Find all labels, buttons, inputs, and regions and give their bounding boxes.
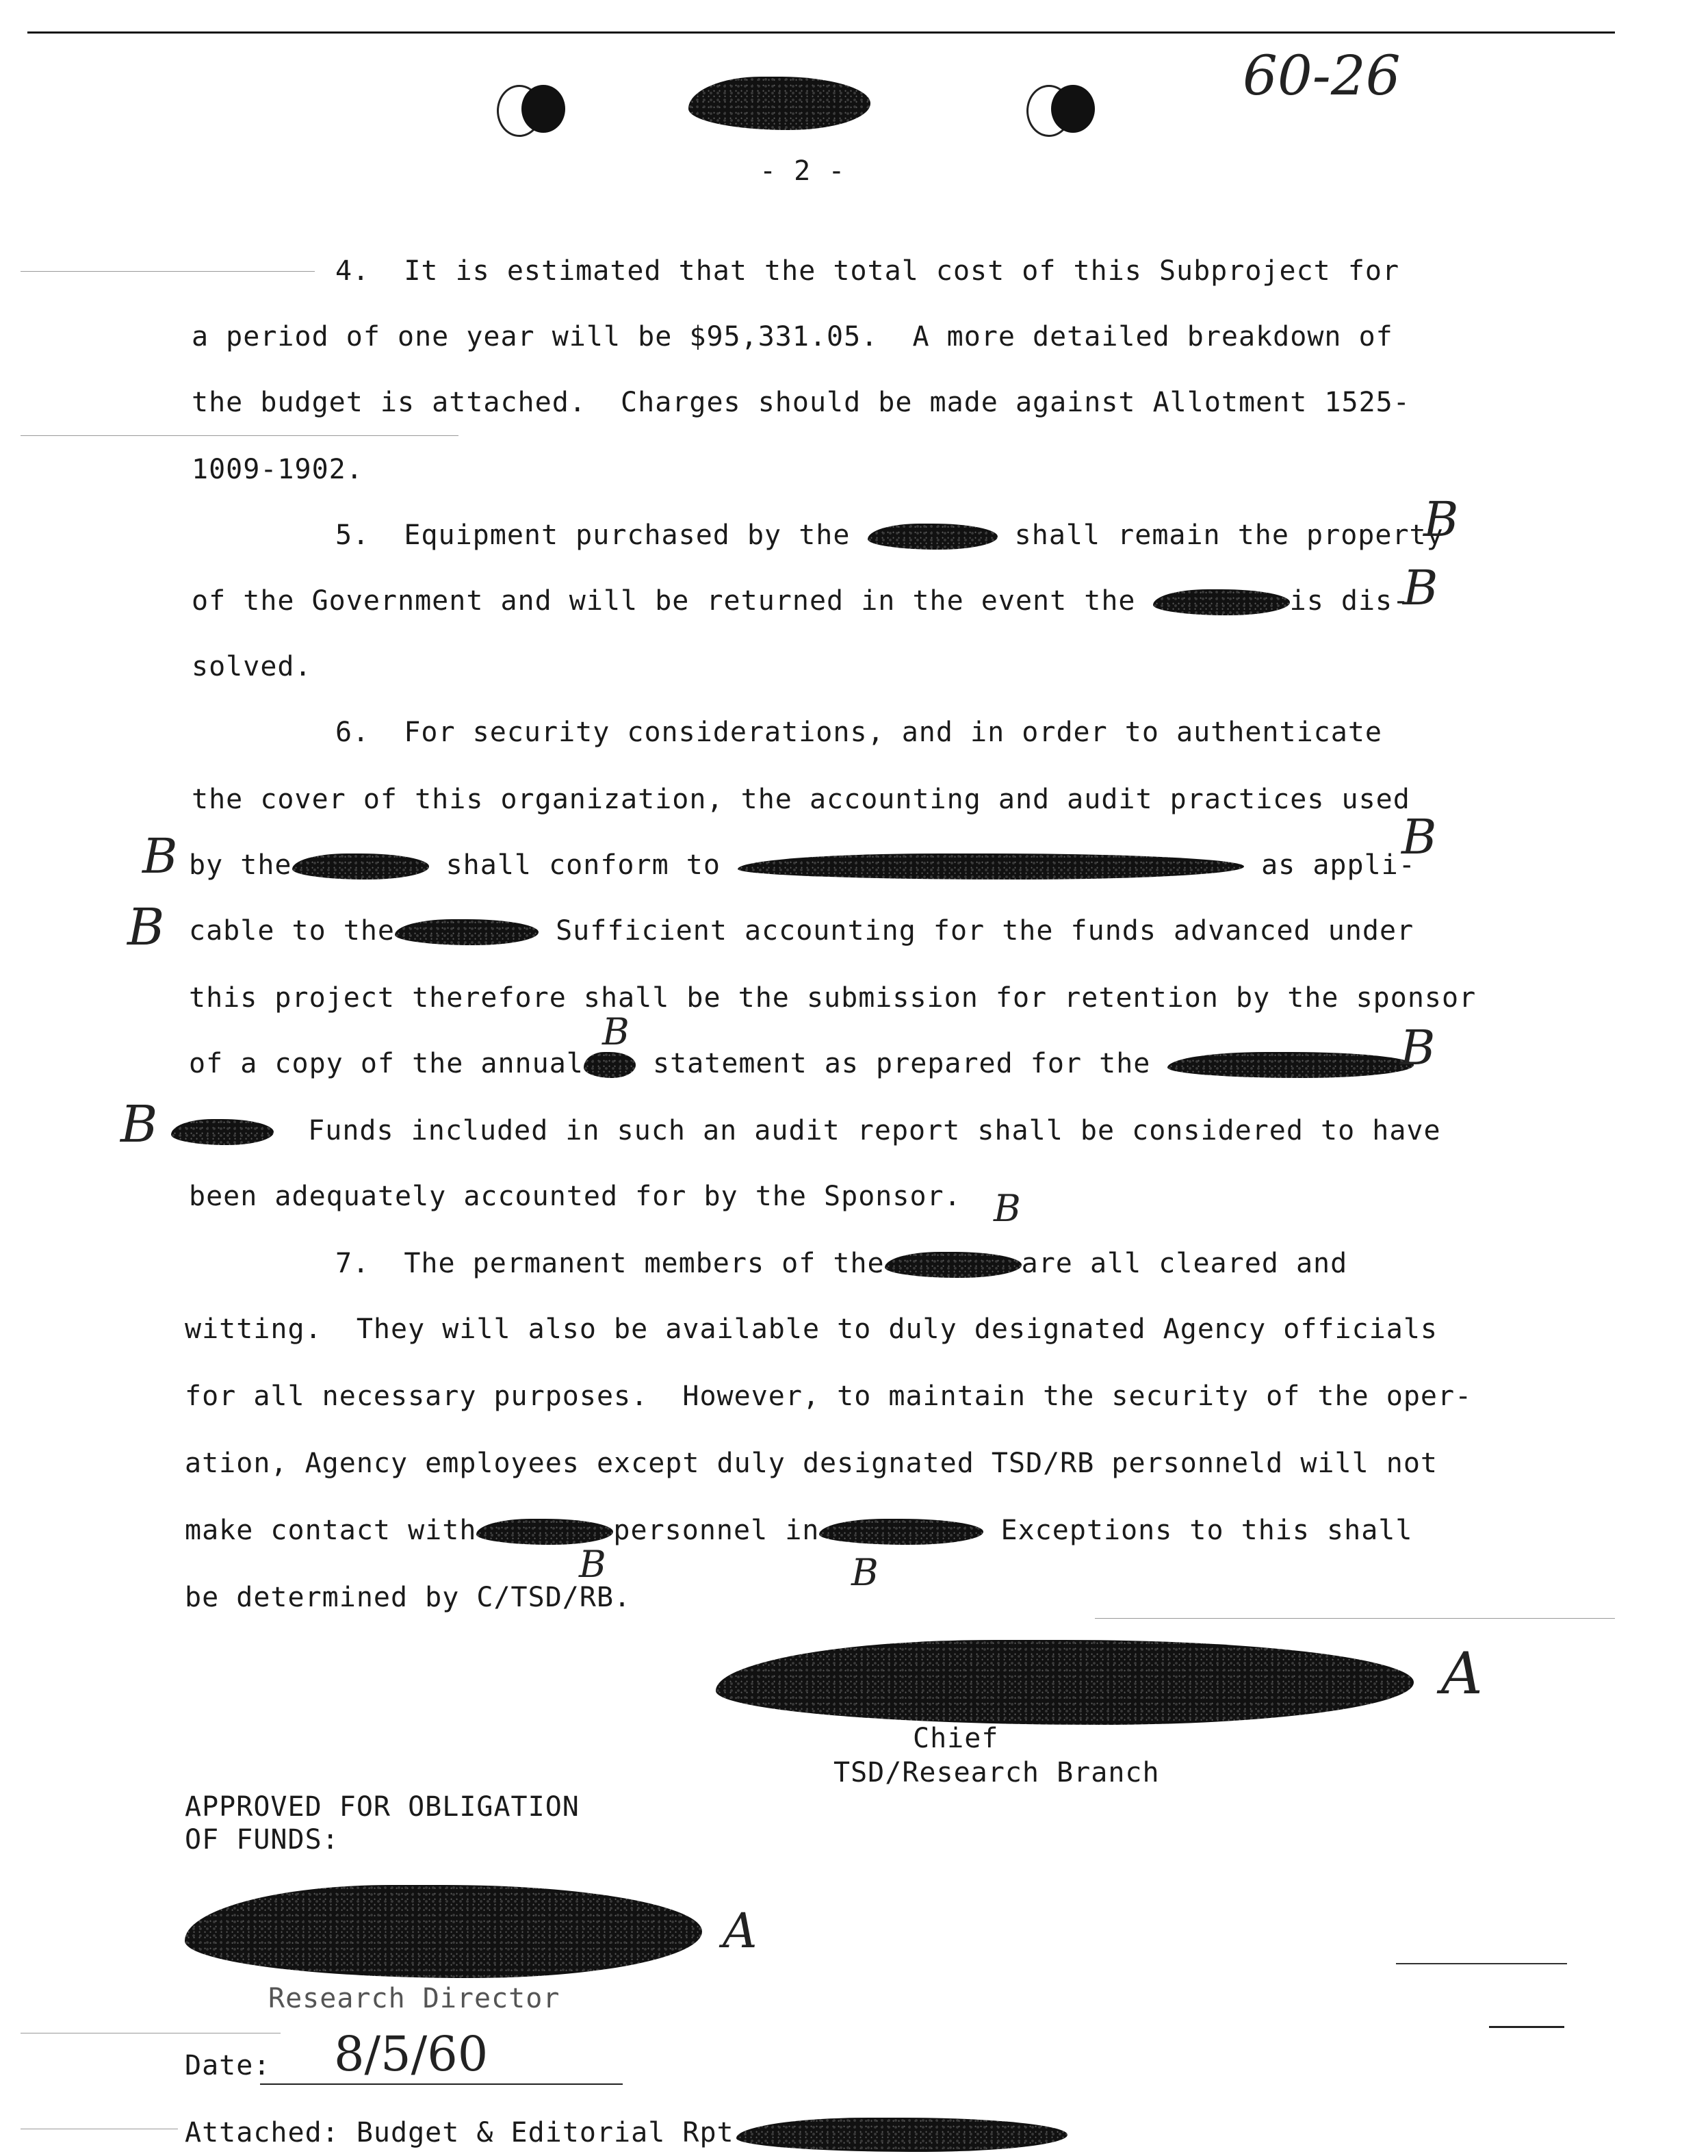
redaction [171, 1119, 274, 1145]
para5-line1: 5. Equipment purchased by the shall remain the property [335, 519, 1444, 551]
margin-mark-b: B [602, 1010, 630, 1053]
para6-line3: by the shall conform to as appli- [189, 849, 1416, 881]
page-number: - 2 - [760, 155, 846, 187]
para7-line3: for all necessary purposes. However, to maintain the security of the oper- [185, 1381, 1473, 1412]
para6-line4: cable to the Sufficient accounting for the funds advanced under [189, 915, 1414, 947]
margin-mark-b: B [851, 1551, 879, 1594]
approver-signature-redaction [185, 1885, 702, 1978]
redaction [1167, 1052, 1414, 1078]
para6-line1: 6. For security considerations, and in order to authenticate [335, 717, 1383, 748]
header-classification-redaction [688, 77, 870, 130]
margin-mark-a: A [723, 1903, 758, 1959]
para6-line5: this project therefore shall be the submission for retention by the sponsor [189, 982, 1477, 1014]
signature-redaction [716, 1640, 1414, 1725]
para5-line2: of the Government and will be returned in the event the is dis- [192, 585, 1410, 617]
date-label: Date: [185, 2050, 271, 2081]
para4-line3: the budget is attached. Charges should be made against Allotment 1525- [192, 387, 1410, 418]
redaction [292, 854, 429, 880]
scan-rule [1489, 2026, 1564, 2028]
para4-line2: a period of one year will be $95,331.05. A more detailed breakdown of [192, 321, 1393, 352]
signature-title-branch: TSD/Research Branch [833, 1757, 1160, 1788]
para5-line3: solved. [192, 651, 312, 682]
para6-line6: of a copy of the annual statement as prepared for the [189, 1047, 1414, 1080]
signature-title-chief: Chief [913, 1723, 999, 1754]
redaction [819, 1519, 983, 1545]
scan-rule [21, 435, 458, 436]
margin-mark-b: B [127, 898, 165, 957]
attachments-redaction [736, 2118, 1068, 2152]
para7-line4: ation, Agency employees except duly designated TSD/RB personneld will not [185, 1448, 1438, 1479]
redaction [476, 1519, 613, 1545]
margin-mark-b: B [142, 828, 178, 884]
para6-line2: the cover of this organization, the accounting and audit practices used [192, 784, 1410, 815]
approval-label-line2: OF FUNDS: [185, 1824, 339, 1856]
header-seal-right-fill [1051, 85, 1095, 133]
para6-line8: been adequately accounted for by the Sponsor. [189, 1181, 961, 1212]
redaction [868, 524, 998, 550]
top-rule [27, 31, 1615, 34]
margin-mark-b: B [120, 1095, 158, 1154]
handwritten-reference-number: 60-26 [1243, 44, 1401, 107]
para7-line1: 7. The permanent members of the are all cleared and [335, 1248, 1348, 1279]
margin-mark-b: B [1401, 809, 1437, 865]
margin-mark-b: B [994, 1187, 1021, 1230]
date-value: 8/5/60 [334, 2026, 489, 2082]
para6-line7: Funds included in such an audit report shall be considered to have [171, 1114, 1441, 1147]
redaction [395, 919, 539, 945]
header-seal-left-fill [521, 85, 565, 133]
margin-mark-b: B [579, 1543, 606, 1586]
para4-line4: 1009-1902. [192, 454, 363, 485]
scan-rule [1396, 1963, 1567, 1964]
para4-line1: 4. It is estimated that the total cost of this Subproject for [335, 255, 1400, 287]
margin-mark-a: A [1441, 1640, 1483, 1707]
para7-line5: make contact with personnel in Exceptions to this shall [185, 1515, 1413, 1546]
attachments-note: Attached: Budget & Editorial Rpt [185, 2117, 734, 2148]
redaction [885, 1252, 1022, 1278]
margin-mark-b: B [1403, 560, 1438, 616]
para7-line2: witting. They will also be available to duly designated Agency officials [185, 1313, 1438, 1345]
margin-mark-b: B [1400, 1020, 1436, 1076]
scan-rule [21, 271, 315, 272]
margin-mark-b: B [1423, 491, 1459, 548]
date-underline [260, 2083, 623, 2085]
scan-rule [1095, 1618, 1615, 1619]
approver-title: Research Director [268, 1983, 560, 2014]
redaction [584, 1052, 636, 1078]
redaction [1153, 589, 1290, 615]
para7-line6: be determined by C/TSD/RB. [185, 1582, 632, 1613]
approval-label-line1: APPROVED FOR OBLIGATION [185, 1791, 580, 1823]
redaction [738, 854, 1244, 880]
